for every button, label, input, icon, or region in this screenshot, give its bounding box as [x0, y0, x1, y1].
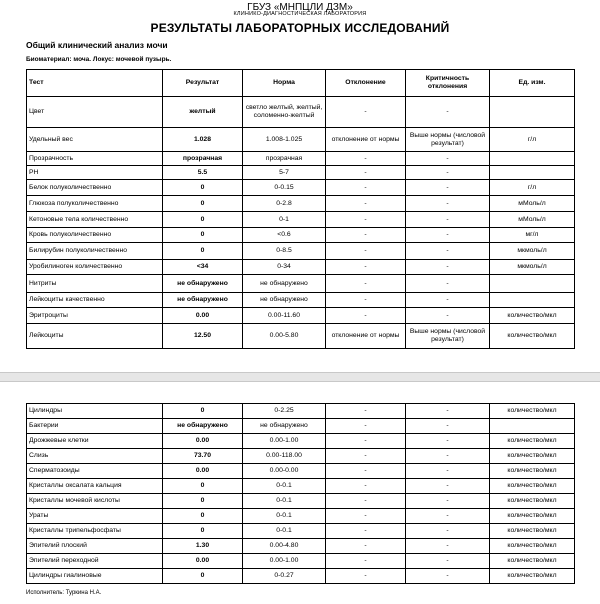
cell-unit: количество/мкл	[490, 509, 575, 524]
cell-test-name: Кровь полуколичественно	[27, 228, 163, 243]
table-row	[27, 152, 575, 166]
col-header-deviation: Отклонение	[326, 70, 406, 97]
cell-criticality: Выше нормы (числовой результат)	[406, 128, 490, 152]
cell-unit: количество/мкл	[490, 404, 575, 419]
cell-criticality: -	[406, 404, 490, 419]
cell-test-name: Слизь	[27, 449, 163, 464]
cell-criticality: -	[406, 212, 490, 228]
cell-criticality: -	[406, 449, 490, 464]
cell-criticality: -	[406, 228, 490, 243]
cell-deviation: -	[326, 166, 406, 180]
table-row	[27, 293, 575, 308]
cell-deviation: -	[326, 404, 406, 419]
cell-deviation: -	[326, 243, 406, 260]
cell-unit: мг/л	[490, 228, 575, 243]
cell-criticality: -	[406, 308, 490, 324]
cell-result: 0.00	[163, 554, 243, 569]
table-row	[27, 419, 575, 434]
cell-result: 0	[163, 494, 243, 509]
cell-criticality: -	[406, 243, 490, 260]
cell-unit: количество/мкл	[490, 524, 575, 539]
cell-deviation: -	[326, 419, 406, 434]
cell-test-name: Цвет	[27, 97, 163, 128]
table-row	[27, 260, 575, 275]
cell-test-name: Цилиндры	[27, 404, 163, 419]
cell-test-name: Билирубин полуколичественно	[27, 243, 163, 260]
cell-criticality: Выше нормы (числовой результат)	[406, 324, 490, 349]
cell-test-name: Бактерии	[27, 419, 163, 434]
cell-norm: прозрачная	[243, 152, 326, 166]
cell-deviation: -	[326, 449, 406, 464]
cell-criticality: -	[406, 509, 490, 524]
table-row	[27, 275, 575, 293]
cell-result: 1.028	[163, 128, 243, 152]
cell-criticality: -	[406, 97, 490, 128]
cell-criticality: -	[406, 464, 490, 479]
cell-norm: 1.008-1.025	[243, 128, 326, 152]
cell-test-name: Кристаллы мочевой кислоты	[27, 494, 163, 509]
cell-norm: 0-8.5	[243, 243, 326, 260]
cell-result: не обнаружено	[163, 275, 243, 293]
cell-norm: 0-0.27	[243, 569, 326, 584]
table-row	[27, 539, 575, 554]
cell-criticality: -	[406, 152, 490, 166]
cell-result: 0	[163, 196, 243, 212]
table-row	[27, 494, 575, 509]
lab-name: КЛИНИКО-ДИАГНОСТИЧЕСКАЯ ЛАБОРАТОРИЯ	[233, 11, 367, 17]
cell-deviation: -	[326, 494, 406, 509]
table-row	[27, 434, 575, 449]
cell-test-name: Уробилиноген количественно	[27, 260, 163, 275]
table-row	[27, 308, 575, 324]
table-row	[27, 166, 575, 180]
col-header-criticality: Критичность отклонения	[406, 70, 490, 97]
table-row	[27, 479, 575, 494]
table-header-row	[27, 70, 575, 97]
cell-norm: 0-2.8	[243, 196, 326, 212]
cell-unit: количество/мкл	[490, 449, 575, 464]
cell-test-name: Лейкоциты качественно	[27, 293, 163, 308]
col-header-test: Тест	[27, 70, 163, 97]
table-row	[27, 449, 575, 464]
cell-unit: количество/мкл	[490, 569, 575, 584]
cell-unit	[490, 97, 575, 128]
cell-norm: 0-0.1	[243, 524, 326, 539]
cell-norm: 0.00-4.80	[243, 539, 326, 554]
cell-deviation: -	[326, 275, 406, 293]
cell-deviation: -	[326, 434, 406, 449]
cell-unit	[490, 419, 575, 434]
cell-criticality: -	[406, 293, 490, 308]
cell-deviation: -	[326, 554, 406, 569]
table-row	[27, 228, 575, 243]
cell-result: 0	[163, 212, 243, 228]
cell-test-name: Кетоновые тела количественно	[27, 212, 163, 228]
cell-norm: 0.00-118.00	[243, 449, 326, 464]
org-name: ГБУЗ «МНПЦЛИ ДЗМ»	[247, 2, 353, 13]
cell-norm: 0-0.1	[243, 494, 326, 509]
cell-norm: 0.00-0.00	[243, 464, 326, 479]
cell-criticality: -	[406, 494, 490, 509]
table-row	[27, 212, 575, 228]
table-row	[27, 509, 575, 524]
cell-result: 0	[163, 228, 243, 243]
cell-result: не обнаружено	[163, 293, 243, 308]
cell-unit: количество/мкл	[490, 324, 575, 349]
col-header-result: Результат	[163, 70, 243, 97]
cell-criticality: -	[406, 539, 490, 554]
cell-result: 0	[163, 569, 243, 584]
cell-unit: количество/мкл	[490, 494, 575, 509]
table-row	[27, 569, 575, 584]
cell-unit: количество/мкл	[490, 539, 575, 554]
cell-test-name: PH	[27, 166, 163, 180]
cell-result: 0	[163, 479, 243, 494]
cell-unit: мкмоль/л	[490, 260, 575, 275]
cell-norm: не обнаружено	[243, 275, 326, 293]
cell-result: 0	[163, 180, 243, 196]
cell-norm: <0.6	[243, 228, 326, 243]
cell-unit	[490, 275, 575, 293]
cell-deviation: отклонение от нормы	[326, 324, 406, 349]
table-row	[27, 324, 575, 349]
cell-deviation: -	[326, 524, 406, 539]
cell-deviation: отклонение от нормы	[326, 128, 406, 152]
cell-unit: г/л	[490, 128, 575, 152]
cell-norm: 0-2.25	[243, 404, 326, 419]
cell-criticality: -	[406, 275, 490, 293]
results-table-2	[26, 403, 575, 584]
table-row	[27, 554, 575, 569]
cell-result: <34	[163, 260, 243, 275]
cell-unit: количество/мкл	[490, 479, 575, 494]
cell-test-name: Дрожжевые клетки	[27, 434, 163, 449]
cell-norm: не обнаружено	[243, 293, 326, 308]
cell-result: 5.5	[163, 166, 243, 180]
cell-test-name: Ураты	[27, 509, 163, 524]
cell-unit: мМоль/л	[490, 212, 575, 228]
cell-result: желтый	[163, 97, 243, 128]
cell-criticality: -	[406, 479, 490, 494]
cell-test-name: Кристаллы оксалата кальция	[27, 479, 163, 494]
cell-test-name: Прозрачность	[27, 152, 163, 166]
cell-norm: 0-34	[243, 260, 326, 275]
table-row	[27, 243, 575, 260]
cell-result: 0.00	[163, 464, 243, 479]
cell-norm: 0.00-11.60	[243, 308, 326, 324]
cell-criticality: -	[406, 196, 490, 212]
cell-unit	[490, 293, 575, 308]
executor-line: Исполнитель: Туркина Н.А.	[26, 590, 102, 596]
cell-unit	[490, 152, 575, 166]
cell-criticality: -	[406, 180, 490, 196]
cell-unit: количество/мкл	[490, 434, 575, 449]
cell-norm: 0-0.1	[243, 509, 326, 524]
cell-result: не обнаружено	[163, 419, 243, 434]
cell-norm: 0.00-1.00	[243, 554, 326, 569]
cell-deviation: -	[326, 260, 406, 275]
table-row	[27, 464, 575, 479]
table-row	[27, 524, 575, 539]
cell-test-name: Эпителий плоский	[27, 539, 163, 554]
cell-norm: 5-7	[243, 166, 326, 180]
cell-result: 73.70	[163, 449, 243, 464]
cell-result: 0.00	[163, 434, 243, 449]
cell-norm: 0.00-5.80	[243, 324, 326, 349]
cell-criticality: -	[406, 419, 490, 434]
cell-criticality: -	[406, 434, 490, 449]
cell-result: 12.50	[163, 324, 243, 349]
cell-deviation: -	[326, 293, 406, 308]
cell-test-name: Эритроциты	[27, 308, 163, 324]
table-row	[27, 196, 575, 212]
cell-deviation: -	[326, 196, 406, 212]
cell-test-name: Глюкоза полуколичественно	[27, 196, 163, 212]
cell-norm: 0.00-1.00	[243, 434, 326, 449]
cell-criticality: -	[406, 524, 490, 539]
cell-test-name: Белок полуколичественно	[27, 180, 163, 196]
cell-test-name: Кристаллы трипельфосфаты	[27, 524, 163, 539]
cell-deviation: -	[326, 228, 406, 243]
cell-result: 0	[163, 524, 243, 539]
cell-test-name: Сперматозоиды	[27, 464, 163, 479]
table-row	[27, 404, 575, 419]
cell-result: 0	[163, 243, 243, 260]
cell-norm: 0-0.15	[243, 180, 326, 196]
cell-test-name: Эпителий переходной	[27, 554, 163, 569]
cell-criticality: -	[406, 569, 490, 584]
page-title: РЕЗУЛЬТАТЫ ЛАБОРАТОРНЫХ ИССЛЕДОВАНИЙ	[150, 21, 450, 35]
cell-unit	[490, 166, 575, 180]
cell-unit: количество/мкл	[490, 308, 575, 324]
cell-criticality: -	[406, 166, 490, 180]
cell-unit: количество/мкл	[490, 554, 575, 569]
cell-unit: мМоль/л	[490, 196, 575, 212]
cell-unit: мкмоль/л	[490, 243, 575, 260]
cell-result: 0.00	[163, 308, 243, 324]
cell-criticality: -	[406, 260, 490, 275]
cell-criticality: -	[406, 554, 490, 569]
cell-unit: количество/мкл	[490, 464, 575, 479]
cell-norm: 0-1	[243, 212, 326, 228]
cell-deviation: -	[326, 152, 406, 166]
cell-result: 0	[163, 509, 243, 524]
cell-test-name: Нитриты	[27, 275, 163, 293]
table-row	[27, 180, 575, 196]
cell-test-name: Цилиндры гиалиновые	[27, 569, 163, 584]
cell-test-name: Удельный вес	[27, 128, 163, 152]
cell-result: 0	[163, 404, 243, 419]
col-header-norm: Норма	[243, 70, 326, 97]
cell-deviation: -	[326, 464, 406, 479]
cell-result: 1.30	[163, 539, 243, 554]
cell-norm: светло желтый, желтый, соломенно-желтый	[243, 97, 326, 128]
cell-result: прозрачная	[163, 152, 243, 166]
cell-norm: не обнаружено	[243, 419, 326, 434]
cell-deviation: -	[326, 509, 406, 524]
cell-test-name: Лейкоциты	[27, 324, 163, 349]
table-row	[27, 128, 575, 152]
cell-deviation: -	[326, 180, 406, 196]
results-table-1	[26, 69, 575, 349]
col-header-unit: Ед. изм.	[490, 70, 575, 97]
cell-deviation: -	[326, 212, 406, 228]
cell-deviation: -	[326, 479, 406, 494]
biomaterial-line: Биоматериал: моча. Локус: мочевой пузырь.	[26, 56, 172, 63]
cell-deviation: -	[326, 308, 406, 324]
cell-norm: 0-0.1	[243, 479, 326, 494]
cell-deviation: -	[326, 539, 406, 554]
analysis-title: Общий клинический анализ мочи	[26, 40, 168, 50]
cell-deviation: -	[326, 569, 406, 584]
table-row	[27, 97, 575, 128]
cell-deviation: -	[326, 97, 406, 128]
cell-unit: г/л	[490, 180, 575, 196]
